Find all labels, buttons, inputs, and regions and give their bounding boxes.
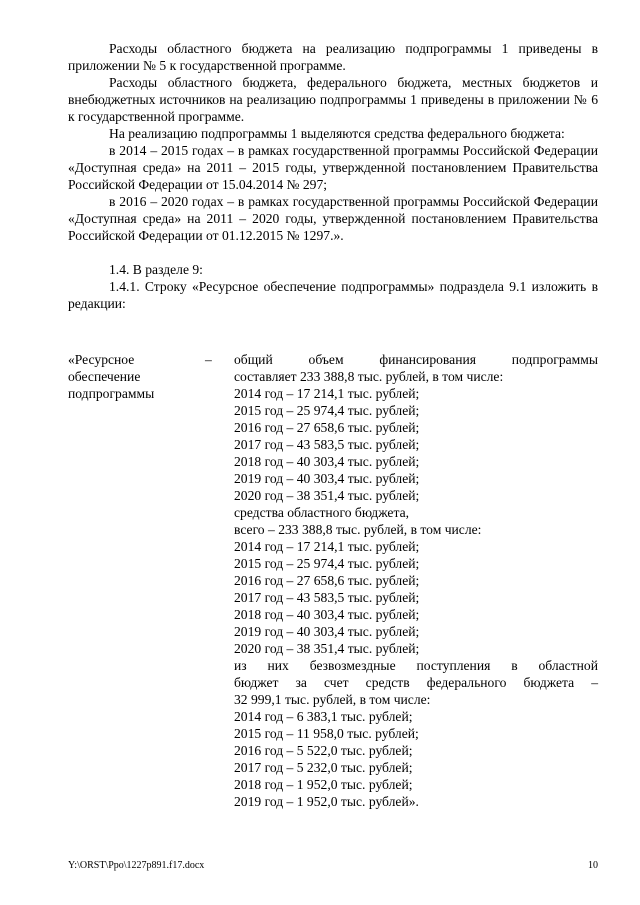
year-line: 2016 год – 27 658,6 тыс. рублей; <box>234 573 420 588</box>
year-line: 2019 год – 1 952,0 тыс. рублей». <box>234 794 419 809</box>
table-text-line: общий объем финансирования подпрограммы <box>234 352 598 367</box>
year-line: 2015 год – 25 974,4 тыс. рублей; <box>234 556 420 571</box>
year-line: 2018 год – 1 952,0 тыс. рублей; <box>234 777 413 792</box>
paragraph: Расходы областного бюджета на реализацию подпрограммы 1 приведены в приложении № 5 к государственной программе. <box>68 41 598 73</box>
year-line: 2017 год – 43 583,5 тыс. рублей; <box>234 590 420 605</box>
year-line: 2020 год – 38 351,4 тыс. рублей; <box>234 488 420 503</box>
paragraph: 1.4. В разделе 9: <box>109 262 203 277</box>
body-text <box>68 40 598 312</box>
year-line: 2019 год – 40 303,4 тыс. рублей; <box>234 624 420 639</box>
table-left-line: обеспечение <box>68 369 141 384</box>
year-line: 2014 год – 17 214,1 тыс. рублей; <box>234 386 420 401</box>
year-line: 2019 год – 40 303,4 тыс. рублей; <box>234 471 420 486</box>
year-line: 2017 год – 5 232,0 тыс. рублей; <box>234 760 413 775</box>
table-left-column <box>68 351 220 402</box>
file-path: Y:\ORST\Ppo\1227p891.f17.docx <box>68 860 205 871</box>
year-line: 2020 год – 38 351,4 тыс. рублей; <box>234 641 420 656</box>
year-line: 2015 год – 25 974,4 тыс. рублей; <box>234 403 420 418</box>
year-line: 2015 год – 11 958,0 тыс. рублей; <box>234 726 419 741</box>
year-line: 2017 год – 43 583,5 тыс. рублей; <box>234 437 420 452</box>
paragraph: 1.4.1. Строку «Ресурсное обеспечение подпрограммы» подраздела 9.1 изложить в редакции: <box>68 279 598 311</box>
year-line: 2014 год – 6 383,1 тыс. рублей; <box>234 709 413 724</box>
table-text-line: всего – 233 388,8 тыс. рублей, в том числе: <box>234 522 482 537</box>
year-line: 2018 год – 40 303,4 тыс. рублей; <box>234 607 420 622</box>
paragraph: в 2016 – 2020 годах – в рамках государственной программы Российской Федерации «Доступная среда» на 2011 – 2020 годы, утвержденной постановлением Правительства Российской Федерации от 01.12.2015 № 1297.». <box>68 194 598 243</box>
year-line: 2018 год – 40 303,4 тыс. рублей; <box>234 454 420 469</box>
paragraph: На реализацию подпрограммы 1 выделяются средства федерального бюджета: <box>109 126 565 141</box>
table-right-column <box>234 351 598 810</box>
table-text-line: 32 999,1 тыс. рублей, в том числе: <box>234 692 431 707</box>
table-text-line: бюджет за счет средств федерального бюджета – <box>234 675 598 690</box>
paragraph: Расходы областного бюджета, федерального бюджета, местных бюджетов и внебюджетных источников на реализацию подпрограммы 1 приведены в приложении № 6 к государственной программе. <box>68 75 598 124</box>
year-line: 2016 год – 5 522,0 тыс. рублей; <box>234 743 413 758</box>
paragraph: в 2014 – 2015 годах – в рамках государственной программы Российской Федерации «Доступная среда» на 2011 – 2015 годы, утвержденной постановлением Правительства Российской Федерации от 15.04.2014 № 297; <box>68 143 598 192</box>
year-line: 2016 год – 27 658,6 тыс. рублей; <box>234 420 420 435</box>
table-text-line: средства областного бюджета, <box>234 505 409 520</box>
table-text-line: составляет 233 388,8 тыс. рублей, в том числе: <box>234 369 504 384</box>
table-dash: – <box>205 352 212 367</box>
table-text-line: из них безвозмездные поступления в областной <box>234 658 598 673</box>
year-line: 2014 год – 17 214,1 тыс. рублей; <box>234 539 420 554</box>
page-number: 10 <box>588 860 598 871</box>
table-left-line: «Ресурсное <box>68 352 135 367</box>
table-left-line: подпрограммы <box>68 386 155 401</box>
